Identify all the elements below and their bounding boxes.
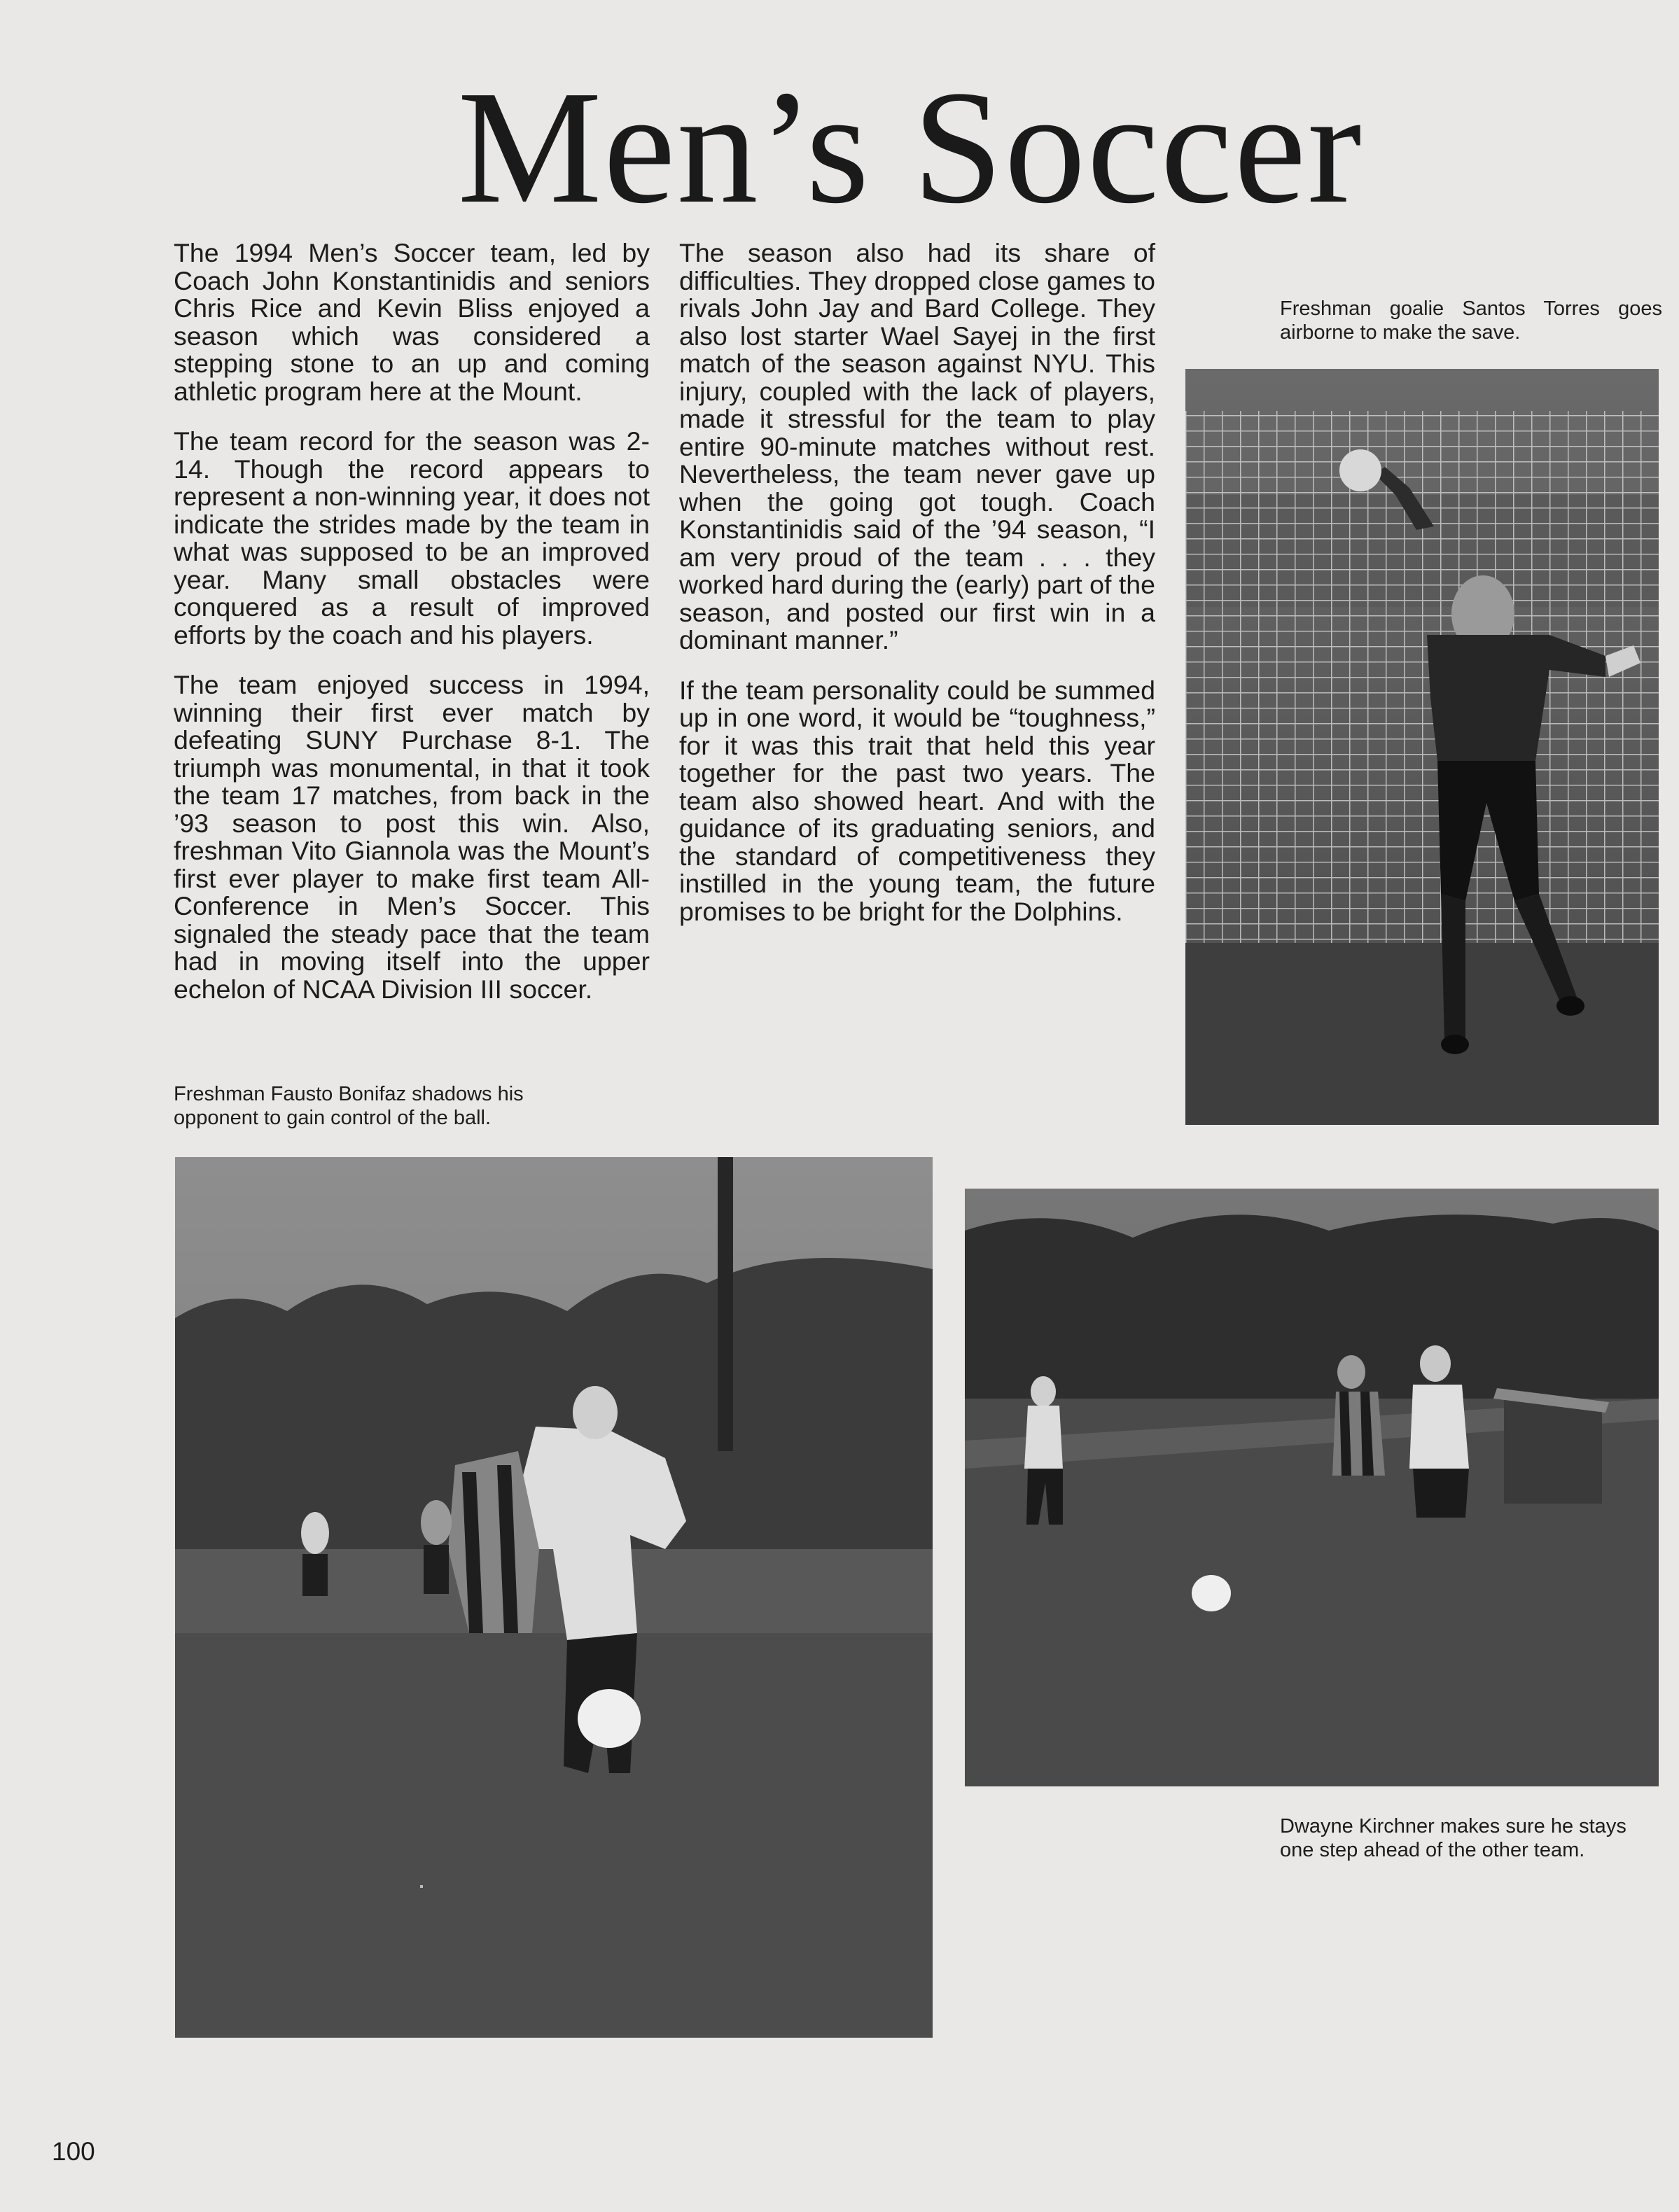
article-paragraph: The season also had its share of difficulties. They dropped close games to rivals John Jay and Bard College. They also lost starter Wael Sayej in the first match of the season against NYU. This injury, coupled with the lack of players, made it stressful for the team to play entire 90-minute matches without rest. Nevertheless, the team never gave up when the going got tough. Coach Konstantinidis said of the ’94 season, “I am very proud of the team . . . they worked hard during the (early) part of the season, and posted our first win in a dominant manner.” [679,238,1155,654]
dwayne-photo [965,1189,1659,1786]
page-title: Men’s Soccer [457,57,1363,237]
page-number: 100 [52,2137,95,2166]
caption-goalie: Freshman goalie Santos Torres goes airborne to make the save. [1280,298,1662,344]
article-paragraph: The team record for the season was 2-14. Though the record appears to represent a non-winning year, it does not indicate the strides made by the team in what was supposed to be an improved year. Many small obstacles were conquered as a result of improved efforts by the coach and his players. [174,426,650,650]
article-column-1 [174,239,650,1026]
article-paragraph: The team enjoyed success in 1994, winning their first ever match by defeating SUNY Purchase 8-1. The triumph was monumental, in that it took the team 17 matches, from back in the ’93 season to post this win. Also, freshman Vito Giannola was the Mount’s first ever player to make first team All-Conference in Men’s Soccer. This signaled the steady pace that the team had in moving itself into the upper echelon of NCAA Division III soccer. [174,670,650,1004]
caption-fausto: Freshman Fausto Bonifaz shadows his opponent to gain control of the ball. [174,1083,524,1129]
fausto-photo [175,1157,933,2038]
article-paragraph: The 1994 Men’s Soccer team, led by Coach John Konstantinidis and seniors Chris Rice and Kevin Bliss enjoyed a season which was considered a stepping stone to an up and coming athletic program here at the Mount. [174,238,650,406]
goalie-photo [1185,369,1659,1125]
caption-dwayne: Dwayne Kirchner makes sure he stays one step ahead of the other team. [1280,1815,1626,1861]
article-paragraph: If the team personality could be summed up in one word, it would be “toughness,” for it was this trait that held this year together for the past two years. The team also showed heart. And with the guidance of its graduating seniors, and the standard of competitiveness they instilled in the young team, the future promises to be bright for the Dolphins. [679,675,1155,926]
article-column-2 [679,239,1155,948]
